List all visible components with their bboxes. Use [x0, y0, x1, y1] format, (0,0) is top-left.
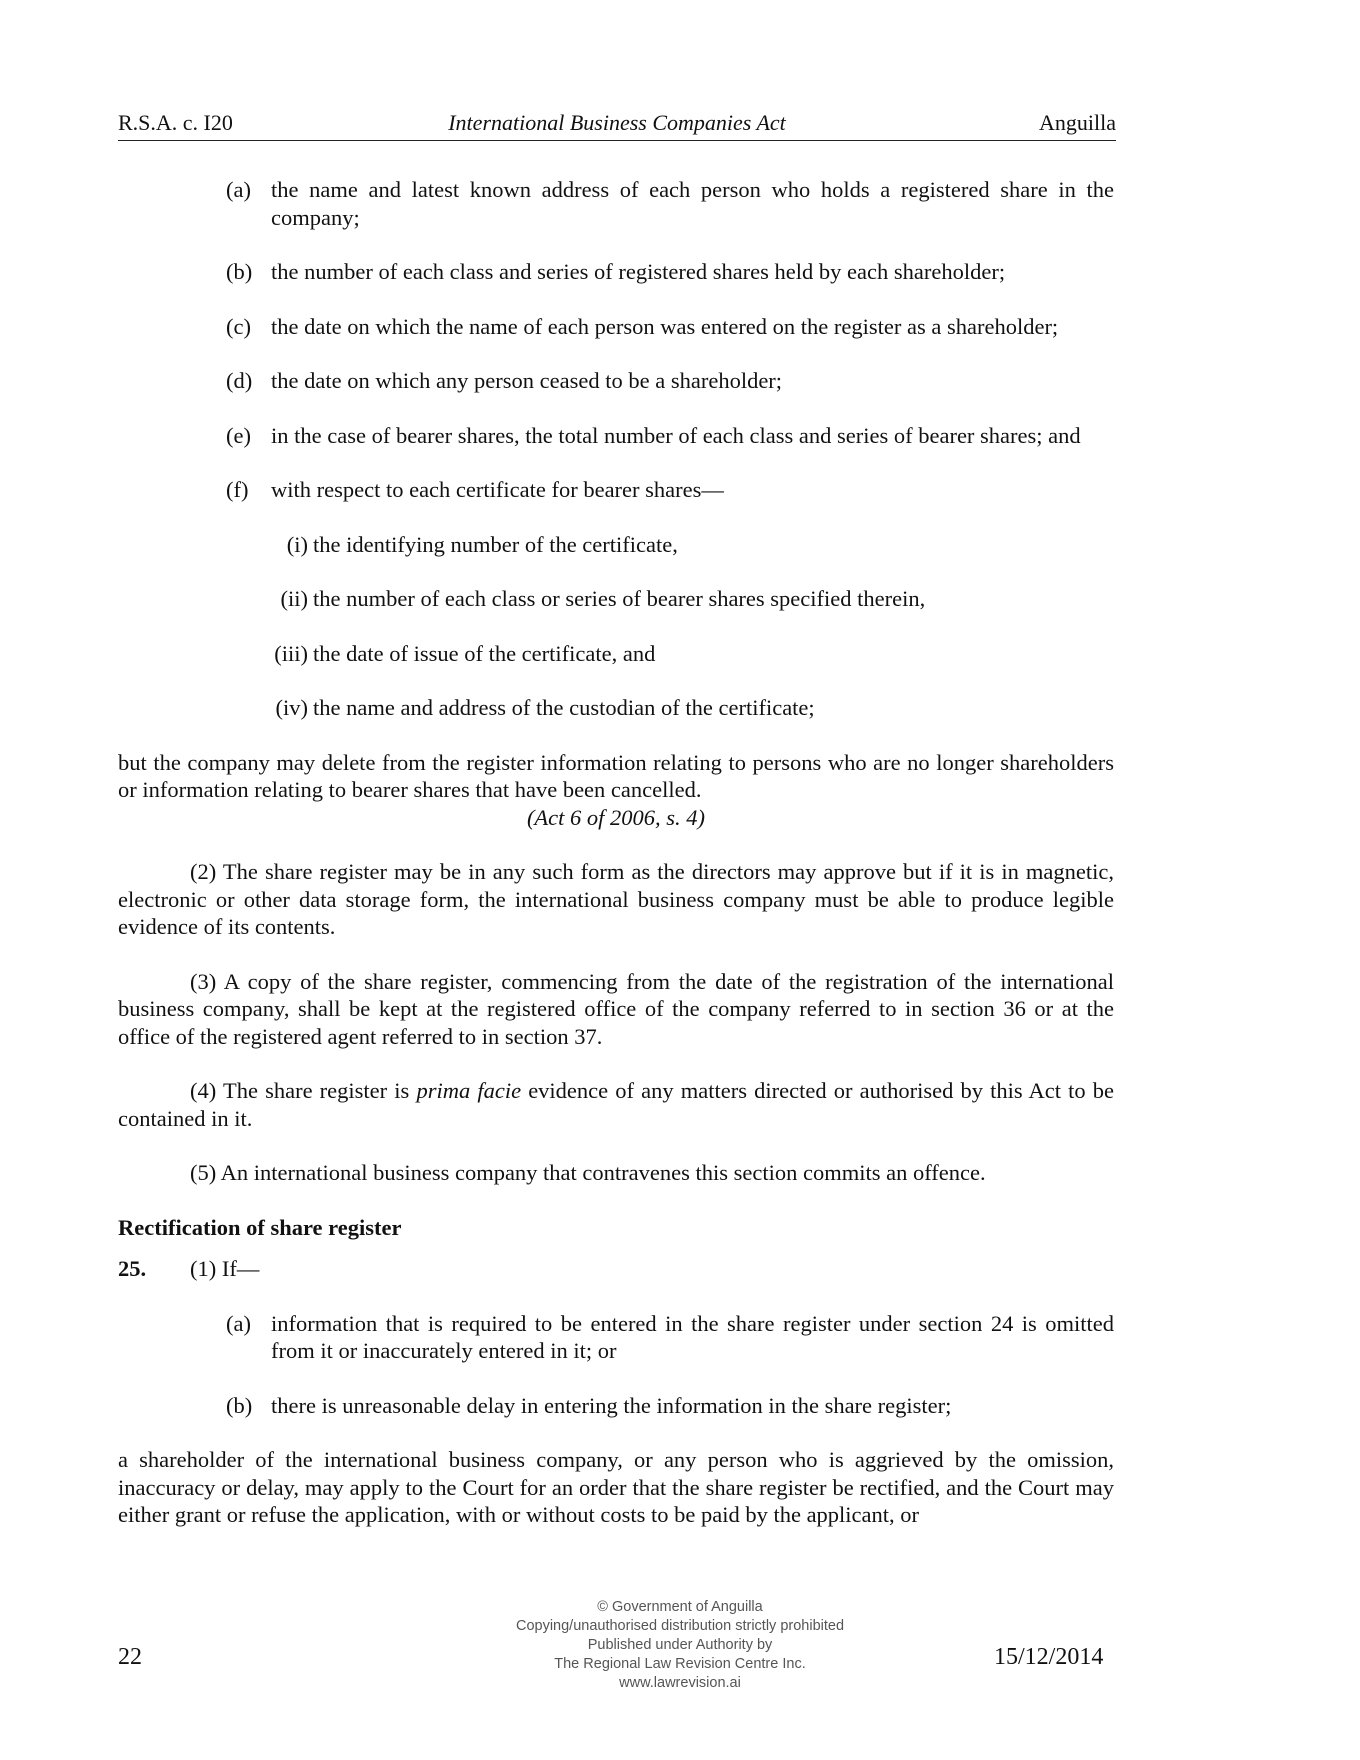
sub-list-item-text: the identifying number of the certificate,	[313, 531, 678, 557]
sub-list-item-text: the name and address of the custodian of the certificate;	[313, 695, 815, 720]
footer-line: www.lawrevision.ai	[619, 1675, 741, 1691]
revision-date: 15/12/2014	[994, 1644, 1104, 1670]
list-item	[118, 176, 1114, 231]
list-item-text: with respect to each certificate for bearer shares—	[271, 477, 724, 502]
sub-list-item-text: the number of each class or series of bearer shares specified therein,	[313, 586, 926, 611]
header-title: International Business Companies Act	[448, 110, 786, 135]
section-number: 25.	[118, 1256, 147, 1281]
list-item-label: (e)	[226, 422, 251, 448]
list-item-label: (f)	[226, 477, 249, 502]
closing-paragraph: but the company may delete from the register information relating to persons who are no longer shareholders or information relating to bearer shares that have been cancelled.	[118, 749, 1114, 802]
list-item-label: (b)	[226, 259, 253, 284]
list-item	[118, 258, 1114, 286]
document-body	[118, 176, 1114, 1529]
list-item-text: there is unreasonable delay in entering the information in the share register;	[271, 1392, 952, 1418]
list-item	[118, 476, 1114, 504]
subsection-5: (5) An international business company that contravenes this section commits an offence.	[190, 1160, 986, 1185]
list-item	[118, 1392, 1114, 1420]
list-item-text: the number of each class and series of registered shares held by each shareholder;	[271, 259, 1006, 284]
list-item-label: (d)	[226, 368, 253, 393]
section-intro: (1) If—	[190, 1256, 260, 1281]
sub-list-item	[118, 531, 1114, 559]
list-item-text: the date on which the name of each person was entered on the register as a shareholder;	[271, 313, 1059, 339]
section-25-closing: a shareholder of the international business company, or any person who is aggrieved by the omission, inaccuracy or delay, may apply to the Court for an order that the share register be rectified, and the Court may either grant or refuse the application, with or without costs to be paid by the applicant, or	[118, 1447, 1114, 1527]
list-item-label: (b)	[226, 1392, 253, 1418]
subsection-2: (2) The share register may be in any such form as the directors may approve but if it is in magnetic, electronic or other data storage form, the international business company must be able to produce legible evidence of its contents.	[118, 859, 1114, 939]
list-item-label: (a)	[226, 1310, 251, 1336]
sub-list-item-label: (ii)	[280, 586, 308, 611]
list-item	[118, 313, 1114, 341]
header-jurisdiction: Anguilla	[1039, 110, 1116, 135]
list-item-label: (c)	[226, 313, 251, 339]
subsection-4-text: (4) The share register is	[190, 1078, 417, 1103]
footer-line: © Government of Anguilla	[597, 1599, 763, 1615]
sub-list-item	[118, 694, 1114, 722]
footer-line: Copying/unauthorised distribution strictly prohibited	[515, 1618, 845, 1634]
list-item	[118, 1310, 1114, 1365]
sub-list-item-label: (i)	[286, 531, 308, 557]
section-heading: Rectification of share register	[118, 1214, 402, 1240]
footer-line: Published under Authority by	[587, 1637, 773, 1653]
subsection-4-text-end: evidence of any matters directed or authorised by this Act to be contained in it.	[118, 1078, 1114, 1131]
list-item-text: the name and latest known address of each person who holds a registered share in the company;	[271, 177, 1114, 230]
citation: (Act 6 of 2006, s. 4)	[526, 804, 706, 830]
list-item-text: information that is required to be entered in the share register under section 24 is omitted from it or inaccurately entered in it; or	[271, 1310, 1114, 1363]
sub-list-item-text: the date of issue of the certificate, and	[313, 640, 656, 666]
sub-list-item-label: (iv)	[275, 695, 308, 720]
list-item-label: (a)	[226, 177, 251, 202]
sub-list-item-label: (iii)	[274, 640, 308, 666]
list-item-text: the date on which any person ceased to be a shareholder;	[271, 368, 783, 393]
list-item	[118, 422, 1114, 450]
footer-line: The Regional Law Revision Centre Inc.	[554, 1656, 806, 1672]
header-chapter: R.S.A. c. I20	[118, 110, 233, 135]
list-item	[118, 367, 1114, 395]
section-intro-line	[118, 1255, 1114, 1283]
latin-term: prima facie	[416, 1078, 522, 1103]
footer-notice	[0, 1598, 1360, 1693]
running-header	[118, 110, 1116, 141]
subsection-3: (3) A copy of the share register, commencing from the date of the registration of the international business company, shall be kept at the registered office of the company referred to in section 36 or at the office of the registered agent referred to in section 37.	[118, 968, 1114, 1049]
sub-list-item	[118, 640, 1114, 668]
sub-list-item	[118, 585, 1114, 613]
page-number: 22	[118, 1644, 142, 1670]
subsection-4	[118, 1077, 1114, 1132]
list-item-text: in the case of bearer shares, the total number of each class and series of bearer shares; and	[271, 422, 1081, 448]
